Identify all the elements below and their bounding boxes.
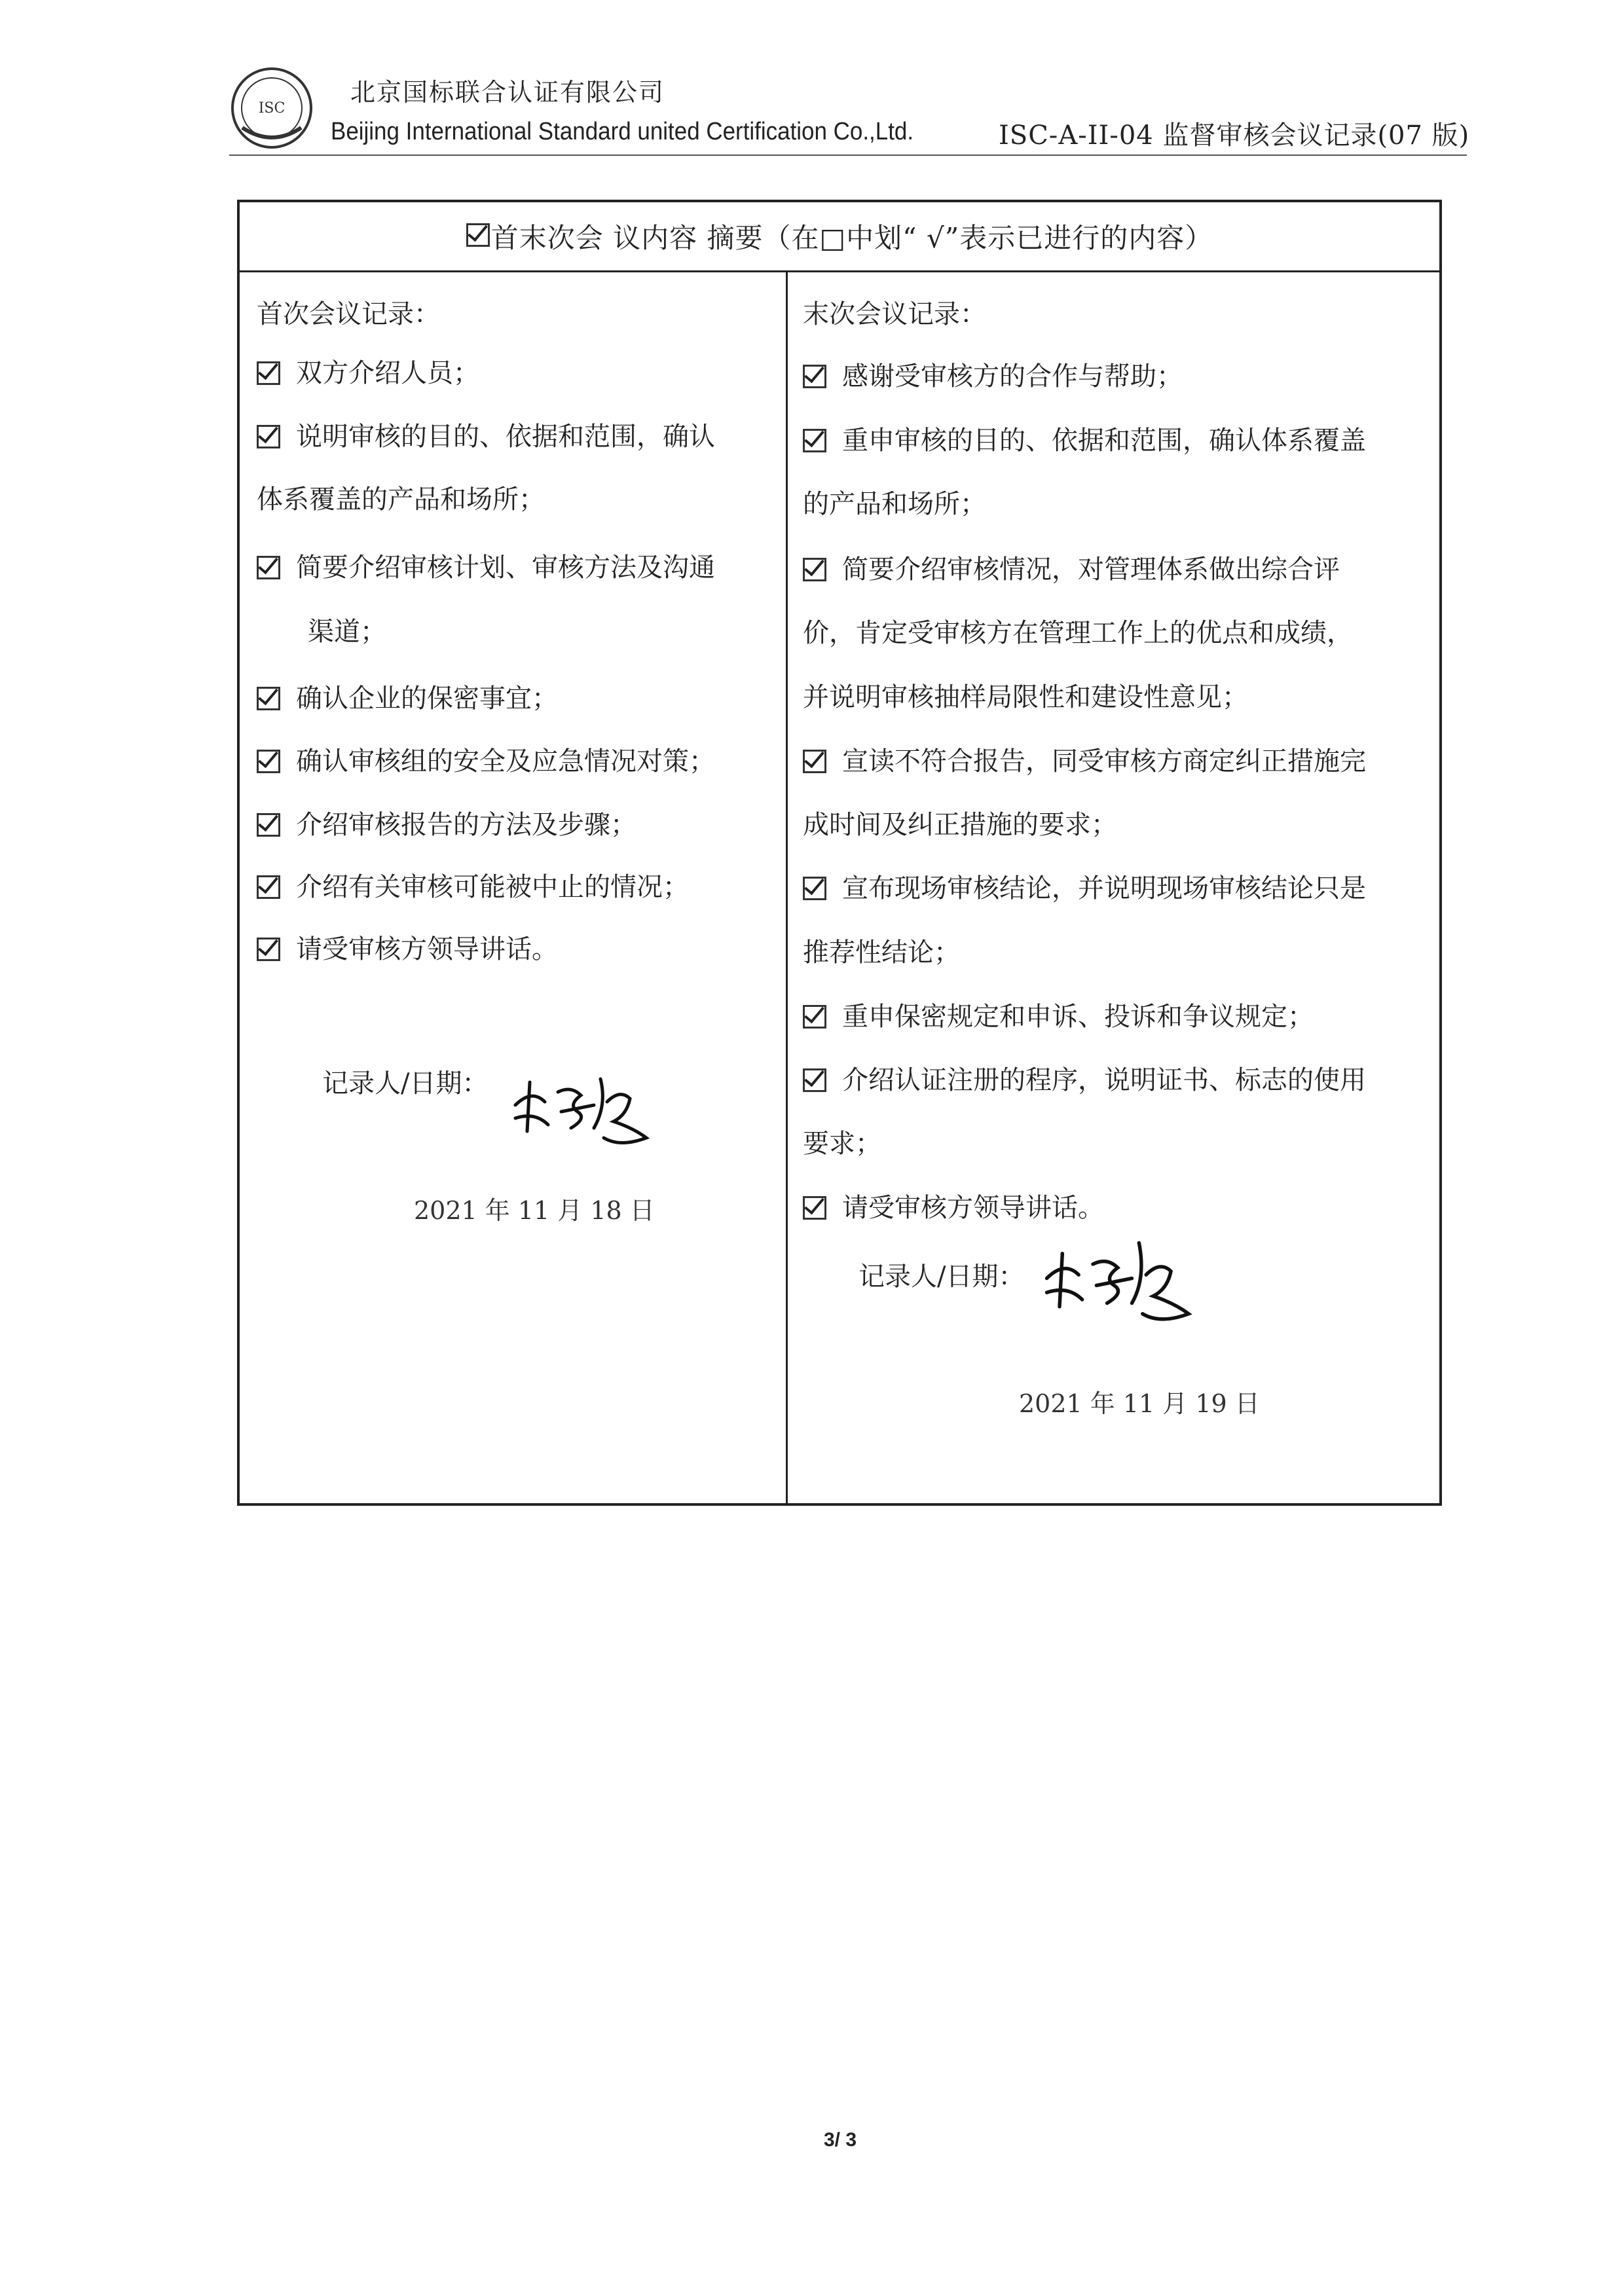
last-meeting-item-cont: 要求； — [803, 1129, 881, 1159]
checkbox-checked-icon — [803, 1196, 826, 1220]
company-logo — [229, 65, 314, 151]
last-meeting-date: 2021 年 11 月 19 日 — [1019, 1389, 1260, 1418]
last-meeting-item: 请受审核方领导讲话。 — [803, 1187, 1104, 1224]
table-heading — [240, 202, 1439, 272]
checkbox-checked-icon — [803, 877, 826, 900]
first-meeting-item: 说明审核的目的、依据和范围，确认 — [257, 416, 715, 453]
first-meeting-item-cont: 渠道； — [308, 617, 386, 647]
checkbox-checked-icon — [803, 558, 826, 581]
checkbox-checked-icon — [257, 750, 280, 773]
last-meeting-item: 重申保密规定和申诉、投诉和争议规定； — [803, 996, 1314, 1033]
last-meeting-item-cont: 并说明审核抽样局限性和建设性意见； — [803, 682, 1248, 712]
last-meeting-item-cont: 价，肯定受审核方在管理工作上的优点和成绩， — [803, 618, 1353, 648]
checkbox-first-meeting — [466, 223, 490, 247]
last-meeting-item: 宣读不符合报告，同受审核方商定纠正措施完 — [803, 740, 1366, 778]
column-divider — [786, 270, 788, 1503]
last-meeting-item: 介绍认证注册的程序，说明证书、标志的使用 — [803, 1059, 1366, 1097]
first-meeting-item: 简要介绍审核计划、审核方法及沟通 — [257, 547, 715, 584]
svg-text:ISC: ISC — [258, 100, 286, 117]
last-meeting-item: 宣布现场审核结论，并说明现场审核结论只是 — [803, 867, 1366, 905]
company-name-en: Beijing International Standard united Certification Co.,Ltd. — [331, 118, 914, 145]
recorder-signature — [1025, 1233, 1196, 1331]
recorder-signature — [496, 1066, 653, 1151]
first-meeting-item: 请受审核方领导讲话。 — [257, 928, 558, 966]
last-meeting-item: 简要介绍审核情况，对管理体系做出综合评 — [803, 549, 1340, 586]
checkbox-checked-icon — [803, 750, 826, 773]
checkbox-checked-icon — [257, 813, 280, 837]
header-divider — [229, 155, 1467, 156]
meeting-record-table — [237, 200, 1442, 1506]
checkbox-checked-icon — [257, 938, 280, 961]
table-heading-text: 首末次会 议内容 摘要（在□中划“ √”表示已进行的内容） — [490, 222, 1213, 254]
last-meeting-item: 重申审核的目的、依据和范围，确认体系覆盖 — [803, 420, 1366, 457]
page-number: 3/ 3 — [824, 2129, 857, 2151]
checkbox-checked-icon — [257, 556, 280, 579]
last-meeting-column — [803, 270, 1425, 1503]
last-meeting-title: 末次会议记录： — [803, 299, 986, 329]
first-meeting-column — [257, 270, 774, 1503]
last-meeting-item: 感谢受审核方的合作与帮助； — [803, 355, 1183, 393]
first-meeting-item: 确认审核组的安全及应急情况对策； — [257, 740, 715, 778]
first-meeting-item: 介绍审核报告的方法及步骤； — [257, 804, 637, 841]
first-meeting-item: 介绍有关审核可能被中止的情况； — [257, 866, 689, 903]
last-meeting-item-cont: 推荐性结论； — [803, 938, 960, 968]
first-meeting-item: 确认企业的保密事宜； — [257, 678, 558, 715]
first-meeting-title: 首次会议记录： — [257, 299, 440, 329]
checkbox-checked-icon — [803, 365, 826, 388]
checkbox-checked-icon — [257, 425, 280, 448]
recorder-label: 记录人/日期： — [322, 1068, 489, 1099]
checkbox-checked-icon — [803, 429, 826, 452]
checkbox-checked-icon — [257, 875, 280, 899]
checkbox-checked-icon — [803, 1005, 826, 1029]
last-meeting-item-cont: 的产品和场所； — [803, 489, 986, 519]
company-name-cn: 北京国标联合认证有限公司 — [350, 78, 665, 107]
first-meeting-item: 双方介绍人员； — [257, 352, 479, 390]
checkbox-checked-icon — [257, 687, 280, 710]
last-meeting-item-cont: 成时间及纠正措施的要求； — [803, 810, 1117, 840]
checkbox-checked-icon — [803, 1068, 826, 1092]
first-meeting-item-cont: 体系覆盖的产品和场所； — [257, 484, 545, 515]
checkbox-checked-icon — [257, 361, 280, 385]
first-meeting-date: 2021 年 11 月 18 日 — [414, 1196, 655, 1225]
document-number: ISC-A-II-04 监督审核会议记录(07 版) — [999, 120, 1470, 151]
recorder-label: 记录人/日期： — [858, 1262, 1025, 1292]
